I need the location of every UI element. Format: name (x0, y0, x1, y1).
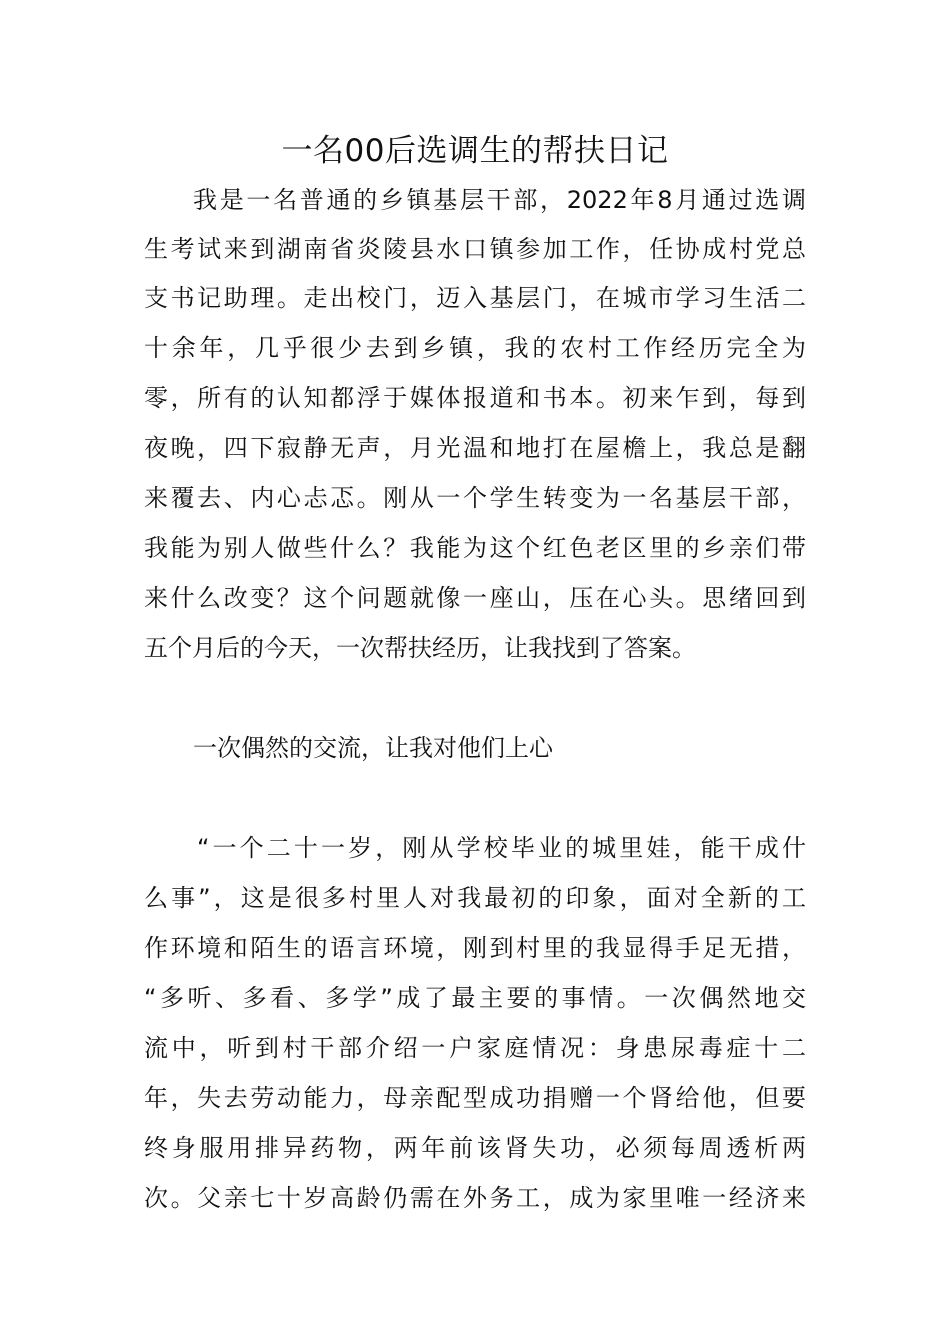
paragraph-line: “一个二十一岁，刚从学校毕业的城里娃，能干成什 (197, 834, 806, 862)
paragraph-line: 生考试来到湖南省炎陵县水口镇参加工作，任协成村党总 (144, 235, 806, 263)
paragraph-line: 十余年，几乎很少去到乡镇，我的农村工作经历完全为 (144, 334, 806, 362)
paragraph-line: 流中，听到村干部介绍一户家庭情况：身患尿毒症十二 (144, 1034, 806, 1062)
paragraph-line: 五个月后的今天，一次帮扶经历，让我找到了答案。 (144, 634, 696, 662)
paragraph-line: 支书记助理。走出校门，迈入基层门，在城市学习生活二 (144, 284, 806, 312)
paragraph-line: 次。父亲七十岁高龄仍需在外务工，成为家里唯一经济来 (144, 1184, 806, 1212)
paragraph-line: “多听、多看、多学”成了最主要的事情。一次偶然地交 (144, 984, 806, 1012)
paragraph-line: 作环境和陌生的语言环境，刚到村里的我显得手足无措， (144, 934, 806, 962)
section-heading: 一次偶然的交流，让我对他们上心 (193, 734, 553, 762)
paragraph-line: 终身服用排异药物，两年前该肾失功，必须每周透析两 (144, 1134, 806, 1162)
paragraph-line: 我能为别人做些什么？我能为这个红色老区里的乡亲们带 (144, 534, 806, 562)
paragraph-line: 零，所有的认知都浮于媒体报道和书本。初来乍到，每到 (144, 384, 806, 412)
paragraph-line: 夜晚，四下寂静无声，月光温和地打在屋檐上，我总是翻 (144, 434, 806, 462)
paragraph-line: 年，失去劳动能力，母亲配型成功捐赠一个肾给他，但要 (144, 1084, 806, 1112)
paragraph-line: 我是一名普通的乡镇基层干部，2022年8月通过选调 (193, 186, 806, 214)
document-title: 一名00后选调生的帮扶日记 (281, 133, 669, 169)
paragraph-line: 么事”，这是很多村里人对我最初的印象，面对全新的工 (144, 884, 806, 912)
paragraph-line: 来什么改变？这个问题就像一座山，压在心头。思绪回到 (144, 584, 806, 612)
paragraph-line: 来覆去、内心忐忑。刚从一个学生转变为一名基层干部， (144, 484, 806, 512)
